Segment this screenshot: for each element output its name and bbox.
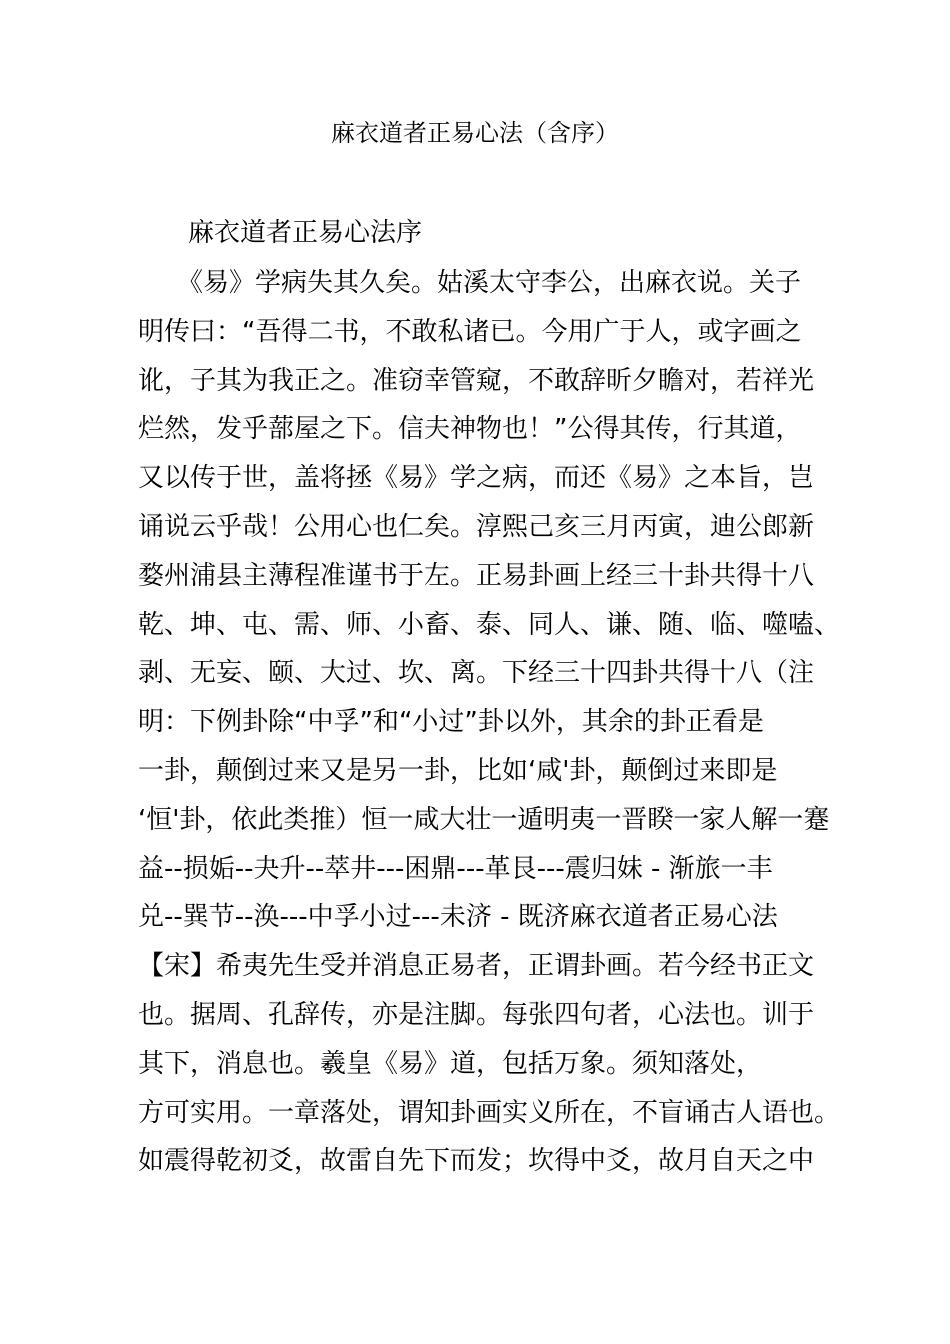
text-line: 【宋】希夷先生受并消息正易者，正谓卦画。若今经书正文 [138,951,815,982]
text-line: 其下，消息也。羲皇《易》道，包括万象。须知落处， [138,1048,763,1079]
section-heading: 麻衣道者正易心法序 [188,218,423,248]
document-title: 麻衣道者正易心法（含序） [331,119,619,147]
text-line: 兑--巽节--涣---中孚小过---未济 - 既济麻衣道者正易心法 [138,902,778,933]
text-line: 乾、坤、屯、需、师、小畜、泰、同人、谦、随、临、噬嗑、 [138,609,841,640]
body-text [138,259,858,1186]
text-line: 方可实用。一章落处，谓知卦画实义所在，不盲诵古人语也。 [138,1097,841,1128]
text-line: 剥、无妄、颐、大过、坎、离。下经三十四卦共得十八（注 [138,658,815,689]
text-line: 又以传于世，盖将拯《易》学之病，而还《易》之本旨，岂 [138,463,815,494]
text-line: 明：下例卦除“中孚”和“小过”卦以外，其余的卦正看是 [138,707,764,738]
text-line: 婺州浦县主薄程准谨书于左。正易卦画上经三十卦共得十八 [138,560,815,591]
text-line: 讹，子其为我正之。准窃幸管窥，不敢辞昕夕瞻对，若祥光 [138,365,815,396]
text-line: 明传曰：“吾得二书，不敢私诸已。今用广于人，或字画之 [138,316,802,347]
text-line: 《易》学病失其久矣。姑溪太守李公，出麻衣说。关子 [138,268,802,298]
text-line: 如震得乾初爻，故雷自先下而发；坎得中爻，故月自天之中 [138,1146,815,1177]
text-line: 也。据周、孔辞传，亦是注脚。每张四句者，心法也。训于 [138,999,815,1030]
text-line: 益--损姤--夬升--萃井---困鼎---革艮---震归妹 - 渐旅一丰 [138,853,773,884]
text-line: 诵说云乎哉！公用心也仁矣。淳熙己亥三月丙寅，迪公郎新 [138,511,815,542]
text-line: 一卦，颠倒过来又是另一卦，比如‘咸'卦，颠倒过来即是 [138,755,778,786]
text-line: 烂然，发乎蔀屋之下。信夫神物也！”公得其传，行其道， [138,414,802,445]
text-line: ‘恒'卦，依此类推）恒一咸大壮一遁明夷一晋睽一家人解一蹇 [138,804,830,835]
